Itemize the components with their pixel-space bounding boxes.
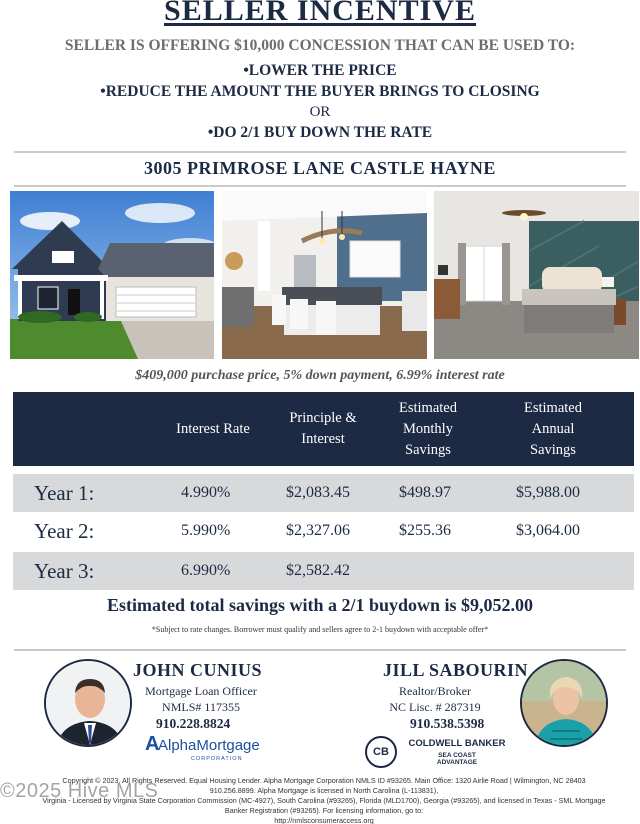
agent-name: JILL SABOURIN (383, 660, 529, 680)
lender-license: NMLS# 117355 (162, 700, 240, 714)
bullet-lower-price: •LOWER THE PRICE (243, 62, 397, 79)
property-address: 3005 PRIMROSE LANE CASTLE HAYNE (144, 158, 496, 178)
agent-phone[interactable]: 910.538.5398 (410, 716, 485, 731)
or-separator: OR (309, 104, 331, 120)
bedroom-photo (434, 191, 639, 359)
agent-license: NC Lisc. # 287319 (389, 700, 481, 714)
avatar (520, 659, 608, 747)
table-row (13, 474, 634, 512)
legal-disclosure: Copyright © 2023. All Rights Reserved. Equal Housing Lender. Alpha Mortgage Corporation NMLS ID #93265. Main Office: 1320 Airlie Road | Wilmington, NC 28403 910.256.8899. Alpha Mortgage is licensed in North Carolina (L-113831), Virginia - Licensed by Virginia State Corporation Commission (MC-4927), South Carolina (#93265), Florida (MLD1700), Georgia (#93265), and licensed in Texas - SML Mortgage Banker Registration (#93265). For licensing information, go to: http://nmlsconsumeraccess.org (14, 776, 634, 824)
offer-subtitle: SELLER IS OFFERING $10,000 CONCESSION THAT CAN BE USED TO: (64, 37, 576, 54)
table-row (13, 552, 634, 590)
year-label: Year 1: (34, 481, 95, 505)
table-row (13, 512, 634, 550)
logo-a-icon: A (145, 733, 160, 755)
bullet-buydown: •DO 2/1 BUY DOWN THE RATE (207, 124, 433, 141)
interest-rate-value: 5.990% (181, 522, 231, 539)
lender-phone[interactable]: 910.228.8824 (156, 716, 231, 731)
lender-title: Mortgage Loan Officer (145, 684, 257, 698)
divider (14, 151, 626, 153)
interest-rate-value: 6.990% (181, 562, 231, 579)
divider (14, 185, 626, 187)
alpha-mortgage-logo: A AlphaMortgage CORPORATION (145, 733, 260, 762)
avatar (44, 659, 132, 747)
coldwell-banker-logo: COLDWELL BANKER (408, 738, 506, 749)
sea-coast-advantage: SEA COAST ADVANTAGE (436, 752, 478, 766)
annual-savings-value: $3,064.00 (516, 522, 580, 539)
total-savings-summary: Estimated total savings with a 2/1 buydown is $9,052.00 (106, 595, 534, 615)
annual-savings-value: $5,988.00 (516, 484, 580, 501)
monthly-savings-value: $255.36 (399, 522, 451, 539)
header-principle-interest: Principle & Interest (289, 410, 357, 447)
cb-monogram-icon: CB (365, 736, 397, 768)
principle-interest-value: $2,327.06 (286, 522, 350, 539)
table-header (13, 392, 634, 466)
bullet-reduce-closing: •REDUCE THE AMOUNT THE BUYER BRINGS TO CLOSING (100, 83, 540, 100)
principle-interest-value: $2,582.42 (286, 562, 350, 579)
year-label: Year 2: (34, 519, 95, 543)
agent-title: Realtor/Broker (399, 684, 471, 698)
header-interest-rate: Interest Rate (176, 421, 250, 437)
lender-name: JOHN CUNIUS (133, 660, 263, 680)
principle-interest-value: $2,083.45 (286, 484, 350, 501)
kitchen-photo (222, 191, 427, 359)
monthly-savings-value: $498.97 (399, 484, 451, 501)
exterior-photo (10, 191, 214, 359)
divider (14, 649, 626, 651)
nmls-link[interactable]: http://nmlsconsumeraccess.org (274, 816, 374, 824)
loan-terms: $409,000 purchase price, 5% down payment, 6.99% interest rate (135, 368, 505, 383)
header-monthly-savings: Estimated Monthly Savings (399, 400, 457, 458)
disclaimer: *Subject to rate changes. Borrower must qualify and sellers agree to 2-1 buydown with acceptable offer* (151, 625, 489, 634)
header-annual-savings: Estimated Annual Savings (524, 400, 582, 458)
page-title: SELLER INCENTIVE (164, 0, 476, 27)
interest-rate-value: 4.990% (181, 484, 231, 501)
watermark: ©2025 Hive MLS (0, 780, 159, 802)
year-label: Year 3: (34, 559, 95, 583)
